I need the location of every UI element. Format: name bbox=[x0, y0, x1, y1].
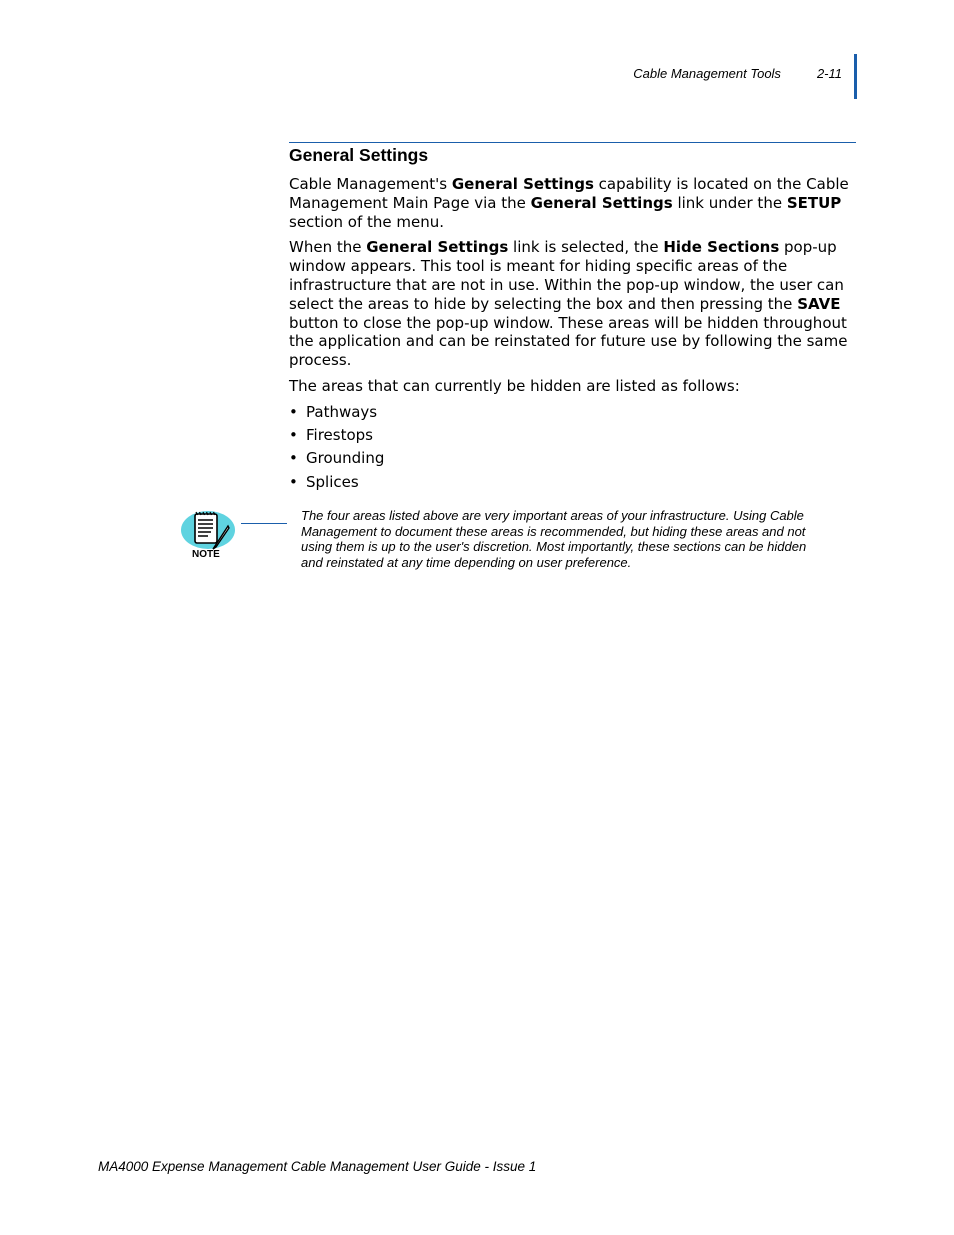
bullet: • bbox=[289, 449, 298, 468]
body-text bbox=[289, 175, 859, 496]
section-title: General Settings bbox=[289, 145, 429, 165]
section-rule bbox=[289, 142, 856, 143]
bullet: • bbox=[289, 426, 298, 445]
bullet: • bbox=[289, 472, 298, 491]
list-item: • Grounding bbox=[289, 449, 385, 468]
list-item: • Splices bbox=[289, 472, 359, 491]
paragraph-1: Cable Management's General Settings capability is located on the Cable Management Main Page via the General Settings link under the SETUP section of the menu. bbox=[289, 175, 849, 231]
list-item: • Firestops bbox=[289, 426, 373, 445]
note-rule bbox=[241, 523, 287, 524]
paragraph-2: When the General Settings link is selected, the Hide Sections pop-up window appears. This tool is meant for hiding specific areas of the infrastructure that are not in use. Within the pop-up window, the user can select the areas to hide by selecting the box and then pressing the SAVE button to close the pop-up window. These areas will be hidden throughout the application and can be reinstated for future use by following the same process. bbox=[289, 238, 848, 370]
note-icon bbox=[180, 508, 240, 564]
note-text: The four areas listed above are very important areas of your infrastructure. Using Cable Management to document these areas is recommended, but hiding these areas and not using them is up to the user's discretion. Most importantly, these sections can be hidden and reinstated at any time depending on user preference. bbox=[301, 508, 807, 570]
bullet: • bbox=[289, 402, 298, 421]
note-label: NOTE bbox=[192, 549, 220, 560]
header-vertical-rule bbox=[854, 54, 857, 99]
paragraph-3: The areas that can currently be hidden are listed as follows: bbox=[289, 376, 740, 395]
running-header bbox=[633, 66, 842, 81]
header-page-number: 2-11 bbox=[816, 66, 842, 81]
page-footer: MA4000 Expense Management Cable Management User Guide - Issue 1 bbox=[98, 1159, 537, 1174]
list-item: • Pathways bbox=[289, 402, 378, 421]
header-section-title: Cable Management Tools bbox=[633, 66, 781, 81]
hideable-areas-list bbox=[289, 403, 859, 492]
notepad-pencil-icon bbox=[180, 508, 240, 552]
